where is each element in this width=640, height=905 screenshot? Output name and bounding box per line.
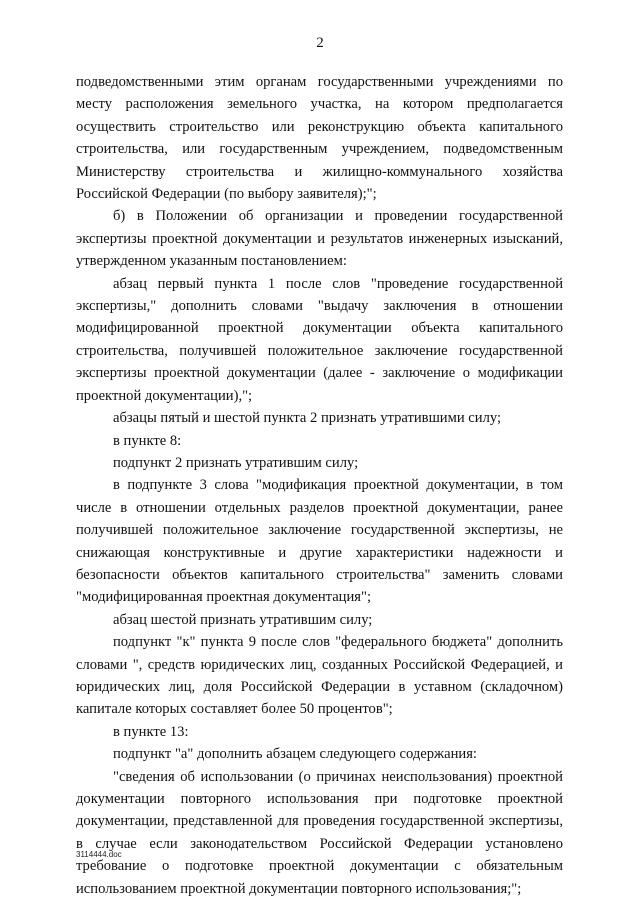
paragraph: в пункте 13: (113, 723, 189, 740)
paragraph: подпункт "а" дополнить абзацем следующего содержания: (113, 746, 477, 763)
paragraph: "сведения об использовании (о причинах неиспользования) проектной документации повторного использования при подготовке проектной документации, представленной для проведения государственной экспертизы, в случае если законодательством Российской Федерации установлено требование о подготовке проектной документации с обязательным использованием проектной документации повторного использования;"; (76, 768, 563, 897)
file-name-footer: 3114444.doc (76, 850, 122, 859)
document-body (76, 71, 563, 900)
paragraph: абзацы пятый и шестой пункта 2 признать утратившими силу; (113, 410, 502, 427)
paragraph: в пункте 8: (113, 432, 182, 449)
paragraph: подпункт 2 признать утратившим силу; (113, 454, 359, 471)
paragraph: б) в Положении об организации и проведении государственной экспертизы проектной документации и результатов инженерных изысканий, утвержденном указанным постановлением: (76, 208, 563, 270)
paragraph: в подпункте 3 слова "модификация проектной документации, в том числе в отношении отдельных разделов проектной документации, ранее получившей положительное заключение государственной экспертизы, не снижающая конструктивные и другие характеристики надежности и безопасности объектов капитального строительства" заменить словами "модифицированная проектная документация"; (76, 477, 563, 606)
paragraph: подведомственными этим органам государственными учреждениями по месту расположения земельного участка, на котором предполагается осуществить строительство или реконструкцию объекта капитального строительства, или государственным учреждением, подведомственным Министерству строительства и жилищно-коммунального хозяйства Российской Федерации (по выбору заявителя);"; (76, 74, 563, 203)
page-number: 2 (316, 35, 324, 51)
paragraph: абзац первый пункта 1 после слов "проведение государственной экспертизы," дополнить словами "выдачу заключения в отношении модифицированной проектной документации объекта капитального строительства, получившей положительное заключение государственной экспертизы проектной документации (далее - заключение о модификации проектной документации),"; (76, 275, 563, 404)
paragraph: абзац шестой признать утратившим силу; (113, 611, 373, 628)
paragraph: подпункт "к" пункта 9 после слов "федерального бюджета" дополнить словами ", средств юридических лиц, созданных Российской Федерацией, и юридических лиц, доля Российской Федерации в уставном (складочном) капитале которых составляет более 50 процентов"; (76, 634, 563, 718)
